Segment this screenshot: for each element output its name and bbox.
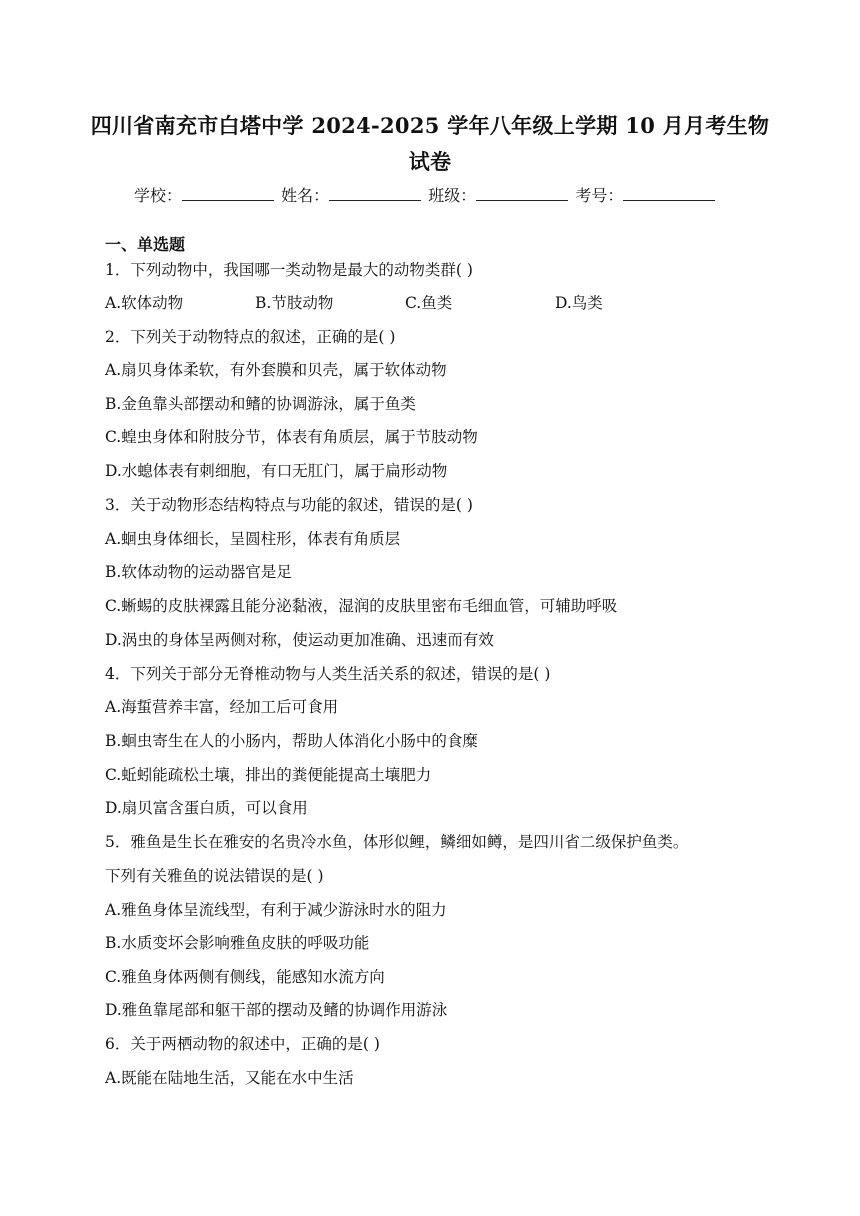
question-3-option-c: C.蜥蜴的皮肤裸露且能分泌黏液，湿润的皮肤里密布毛细血管，可辅助呼吸 (105, 597, 618, 615)
exam-number-label: 考号： (575, 186, 624, 205)
school-label: 学校： (134, 186, 183, 205)
question-5-option-c: C.雅鱼身体两侧有侧线，能感知水流方向 (105, 968, 385, 986)
student-info-row (134, 182, 774, 210)
question-1-option-d: D.鸟类 (555, 294, 603, 312)
question-5-option-b: B.水质变坏会影响雅鱼皮肤的呼吸功能 (105, 934, 370, 952)
question-5-stem-line1: 5．雅鱼是生长在雅安的名贵冷水鱼，体形似鲤，鳞细如鳟，是四川省二级保护鱼类。 (105, 833, 689, 851)
question-2-option-c: C.蝗虫身体和附肢分节，体表有角质层，属于节肢动物 (105, 428, 478, 446)
question-1-option-a: A.软体动物 (105, 294, 184, 312)
question-4-option-d: D.扇贝富含蛋白质，可以食用 (105, 799, 308, 817)
name-label: 姓名： (281, 186, 330, 205)
question-4-stem: 4．下列关于部分无脊椎动物与人类生活关系的叙述，错误的是( ) (105, 665, 551, 683)
question-2-stem: 2．下列关于动物特点的叙述，正确的是( ) (105, 328, 396, 346)
question-5-stem-line2: 下列有关雅鱼的说法错误的是( ) (105, 867, 324, 885)
school-blank (182, 182, 274, 201)
question-3-option-a: A.蛔虫身体细长，呈圆柱形，体表有角质层 (105, 530, 401, 548)
question-2-option-d: D.水螅体表有刺细胞，有口无肛门，属于扁形动物 (105, 462, 448, 480)
question-5-option-a: A.雅鱼身体呈流线型，有利于减少游泳时水的阻力 (105, 901, 447, 919)
exam-number-blank (623, 182, 715, 201)
question-1-option-c: C.鱼类 (405, 294, 453, 312)
question-1-options (105, 291, 603, 315)
question-4-option-c: C.蚯蚓能疏松土壤，排出的粪便能提高土壤肥力 (105, 766, 432, 784)
question-1-stem: 1．下列动物中，我国哪一类动物是最大的动物类群( ) (105, 261, 473, 279)
exam-title-line1: 四川省南充市白塔中学 2024-2025 学年八年级上学期 10 月月考生物 (90, 113, 770, 138)
class-blank (476, 182, 568, 201)
question-3-stem: 3．关于动物形态结构特点与功能的叙述，错误的是( ) (105, 496, 473, 514)
question-6-option-a: A.既能在陆地生活，又能在水中生活 (105, 1069, 354, 1087)
name-blank (329, 182, 421, 201)
question-3-option-b: B.软体动物的运动器官是足 (105, 563, 292, 581)
question-2-option-b: B.金鱼靠头部摆动和鳍的协调游泳，属于鱼类 (105, 395, 416, 413)
class-label: 班级： (428, 186, 477, 205)
question-3-option-d: D.涡虫的身体呈两侧对称，使运动更加准确、迅速而有效 (105, 631, 494, 649)
exam-title-line2: 试卷 (408, 149, 452, 174)
question-6-stem: 6．关于两栖动物的叙述中，正确的是( ) (105, 1035, 380, 1053)
question-2-option-a: A.扇贝身体柔软，有外套膜和贝壳，属于软体动物 (105, 361, 447, 379)
question-4-option-a: A.海蜇营养丰富，经加工后可食用 (105, 698, 339, 716)
question-5-option-d: D.雅鱼靠尾部和躯干部的摆动及鳍的协调作用游泳 (105, 1001, 448, 1019)
question-4-option-b: B.蛔虫寄生在人的小肠内，帮助人体消化小肠中的食糜 (105, 732, 478, 750)
question-1-option-b: B.节肢动物 (255, 294, 334, 312)
section-heading: 一、单选题 (105, 235, 186, 254)
